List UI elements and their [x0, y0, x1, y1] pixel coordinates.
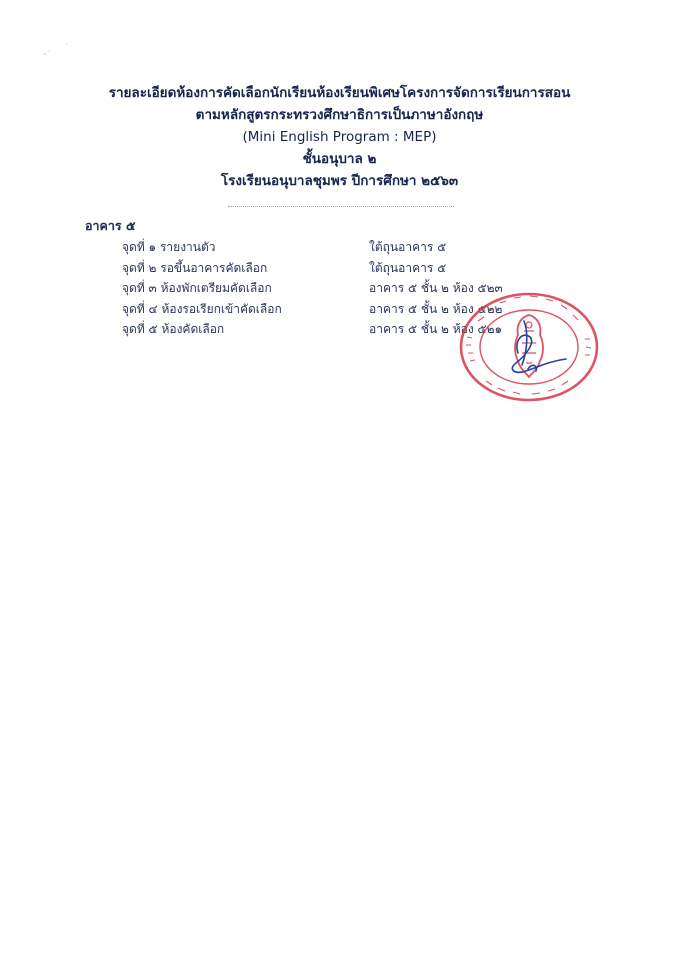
header-grade-level: ชั้นอนุบาล ๒	[302, 151, 377, 167]
document-header	[0, 82, 679, 192]
building-label: อาคาร ๕	[85, 218, 136, 233]
header-program-name: (Mini English Program : MEP)	[242, 129, 437, 145]
divider-dotted	[228, 206, 454, 207]
station-row-1	[122, 236, 522, 257]
station-label: จุดที่ ๑ รายงานตัว	[122, 240, 216, 254]
official-seal-stamp	[458, 291, 600, 403]
station-label: จุดที่ ๓ ห้องพักเตรียมคัดเลือก	[122, 281, 272, 295]
station-location: อาคาร ๕ ชั้น ๒ ห้อง ๕๒๒	[369, 301, 503, 316]
header-school-year: โรงเรียนอนุบาลชุมพร ปีการศึกษา ๒๕๖๓	[220, 173, 459, 189]
station-label: จุดที่ ๒ รอขึ้นอาคารคัดเลือก	[122, 260, 268, 275]
station-location: อาคาร ๕ ชั้น ๒ ห้อง ๕๒๓	[369, 281, 503, 295]
station-label: จุดที่ ๔ ห้องรอเรียกเข้าคัดเลือก	[122, 301, 282, 316]
station-row-2	[122, 257, 522, 278]
station-location: ใต้ถุนอาคาร ๕	[369, 240, 447, 254]
station-location: อาคาร ๕ ชั้น ๒ ห้อง ๕๒๑	[369, 322, 503, 336]
header-title-line-1: รายละเอียดห้องการคัดเลือกนักเรียนห้องเรียนพิเศษโครงการจัดการเรียนการสอน	[108, 85, 571, 101]
scan-specks	[40, 40, 80, 60]
station-location: ใต้ถุนอาคาร ๕	[369, 260, 447, 275]
header-title-line-2: ตามหลักสูตรกระทรวงศึกษาธิการเป็นภาษาอังกฤษ	[195, 107, 484, 123]
station-label: จุดที่ ๕ ห้องคัดเลือก	[122, 322, 225, 336]
